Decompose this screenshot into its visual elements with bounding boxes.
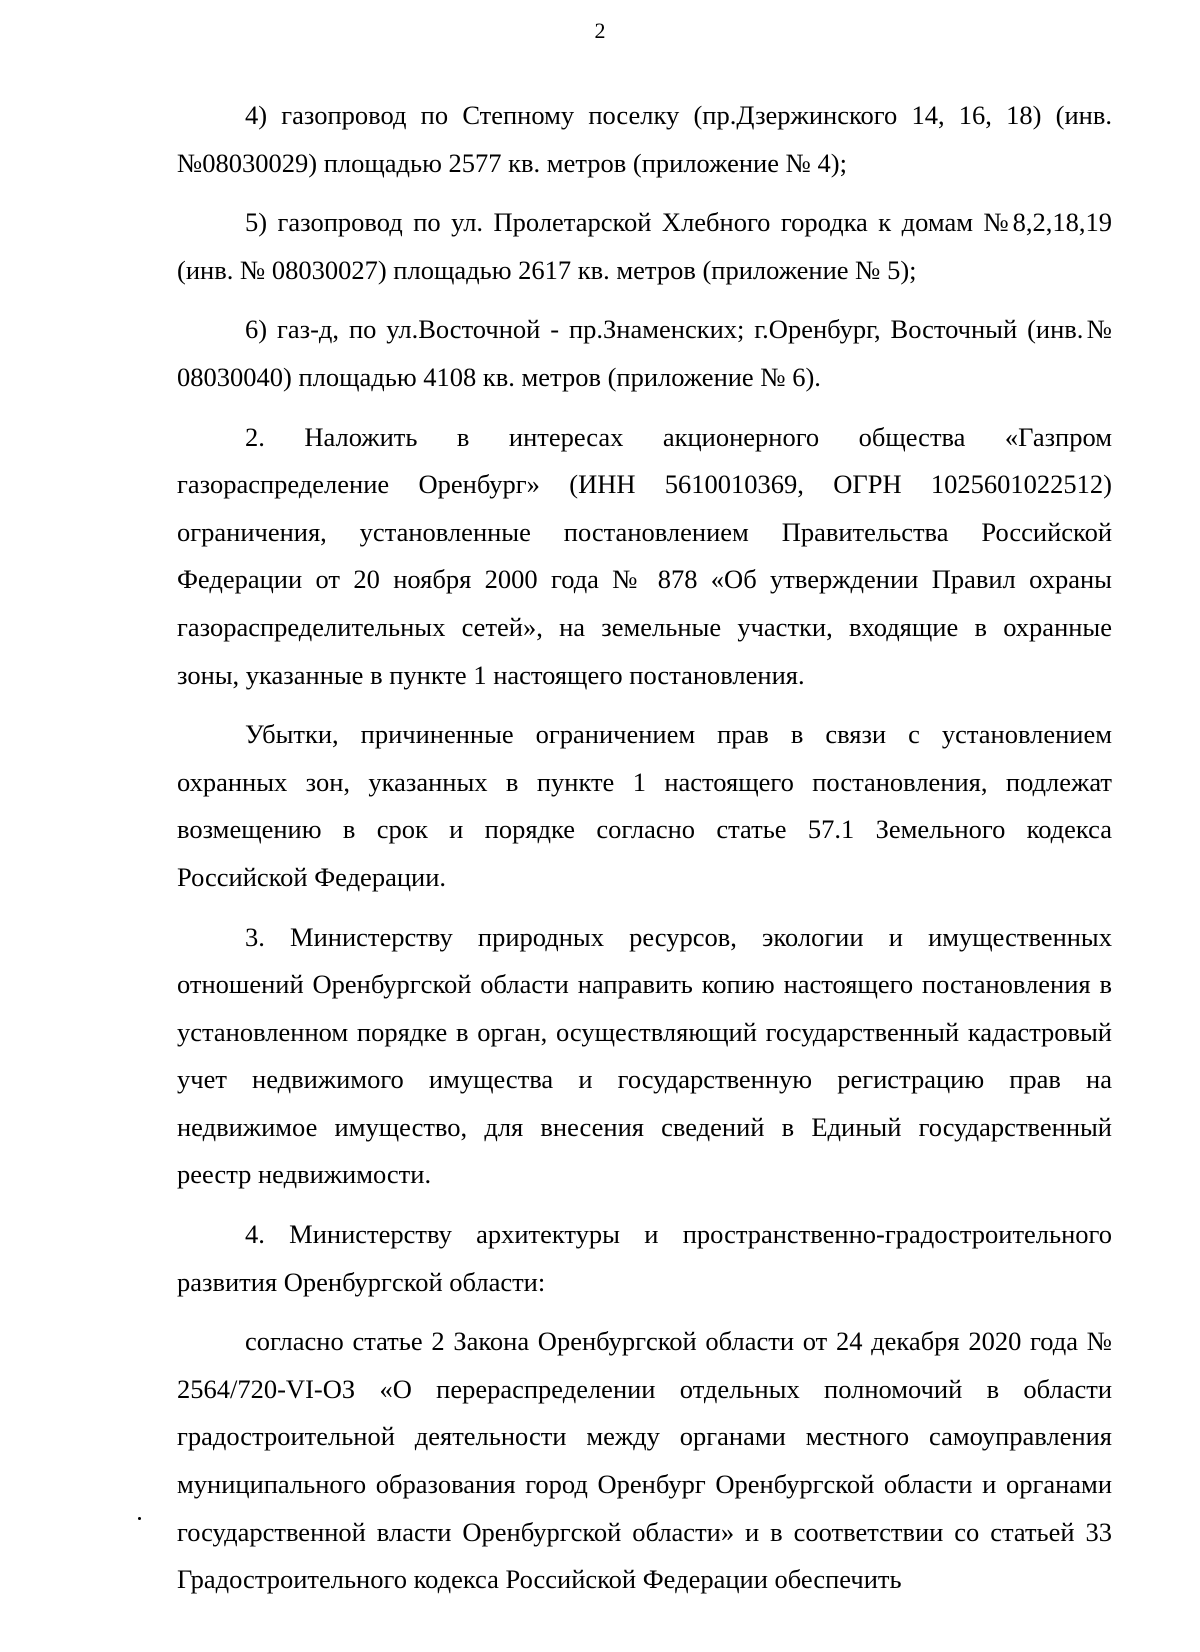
paragraph-section-3: 3. Министерству природных ресурсов, экологии и имущественных отношений Оренбургской области направить копию настоящего постановления в установленном порядке в орган, осуществляющий государственный кадастровый учет недвижимого имущества и государственную регистрацию прав на недвижимое имущество, для внесения сведений в Единый государственный реестр недвижимости. [177,921,1112,1190]
page-number: 2 [594,18,606,43]
paragraph-item-6: 6) газ-д, по ул.Восточной - пр.Знаменских; г.Оренбург, Восточный (инв.№ 08030040) площадью 4108 кв. метров (приложение № 6). [177,314,1112,392]
paragraph-section-2: 2. Наложить в интересах акционерного общества «Газпром газораспределение Оренбург» (ИНН 5610010369, ОГРН 1025601022512) ограничения, установленные постановлением Правительства Российской Федерации от 20 ноября 2000 года № 878 «Об утверждении Правил охраны газораспределительных сетей», на земельные участки, входящие в охранные зоны, указанные в пункте 1 настоящего постановления. [177,421,1112,690]
paragraph-section-4-body: согласно статье 2 Закона Оренбургской области от 24 декабря 2020 года № 2564/720-VI-ОЗ «О перераспределении отдельных полномочий в области градостроительной деятельности между органами местного самоуправления муниципального образования город Оренбург Оренбургской области и органами государственной власти Оренбургской области» и в соответствии со статьей 33 Градостроительного кодекса Российской Федерации обеспечить [177,1326,1112,1595]
paragraph-item-4: 4) газопровод по Степному поселку (пр.Дзержинского 14, 16, 18) (инв. №08030029) площадью 2577 кв. метров (приложение № 4); [177,100,1112,178]
paragraph-item-5: 5) газопровод по ул. Пролетарской Хлебного городка к домам №8,2,18,19 (инв. № 08030027) площадью 2617 кв. метров (приложение № 5); [177,207,1112,285]
paragraph-losses: Убытки, причиненные ограничением прав в связи с установлением охранных зон, указанных в пункте 1 настоящего постановления, подлежат возмещению в срок и порядке согласно статье 57.1 Земельного кодекса Российской Федерации. [177,719,1112,892]
paragraph-section-4: 4. Министерству архитектуры и пространственно-градостроительного развития Оренбургской области: [177,1219,1112,1297]
scan-artifact-dot [138,1517,141,1520]
document-body [177,92,1112,1604]
